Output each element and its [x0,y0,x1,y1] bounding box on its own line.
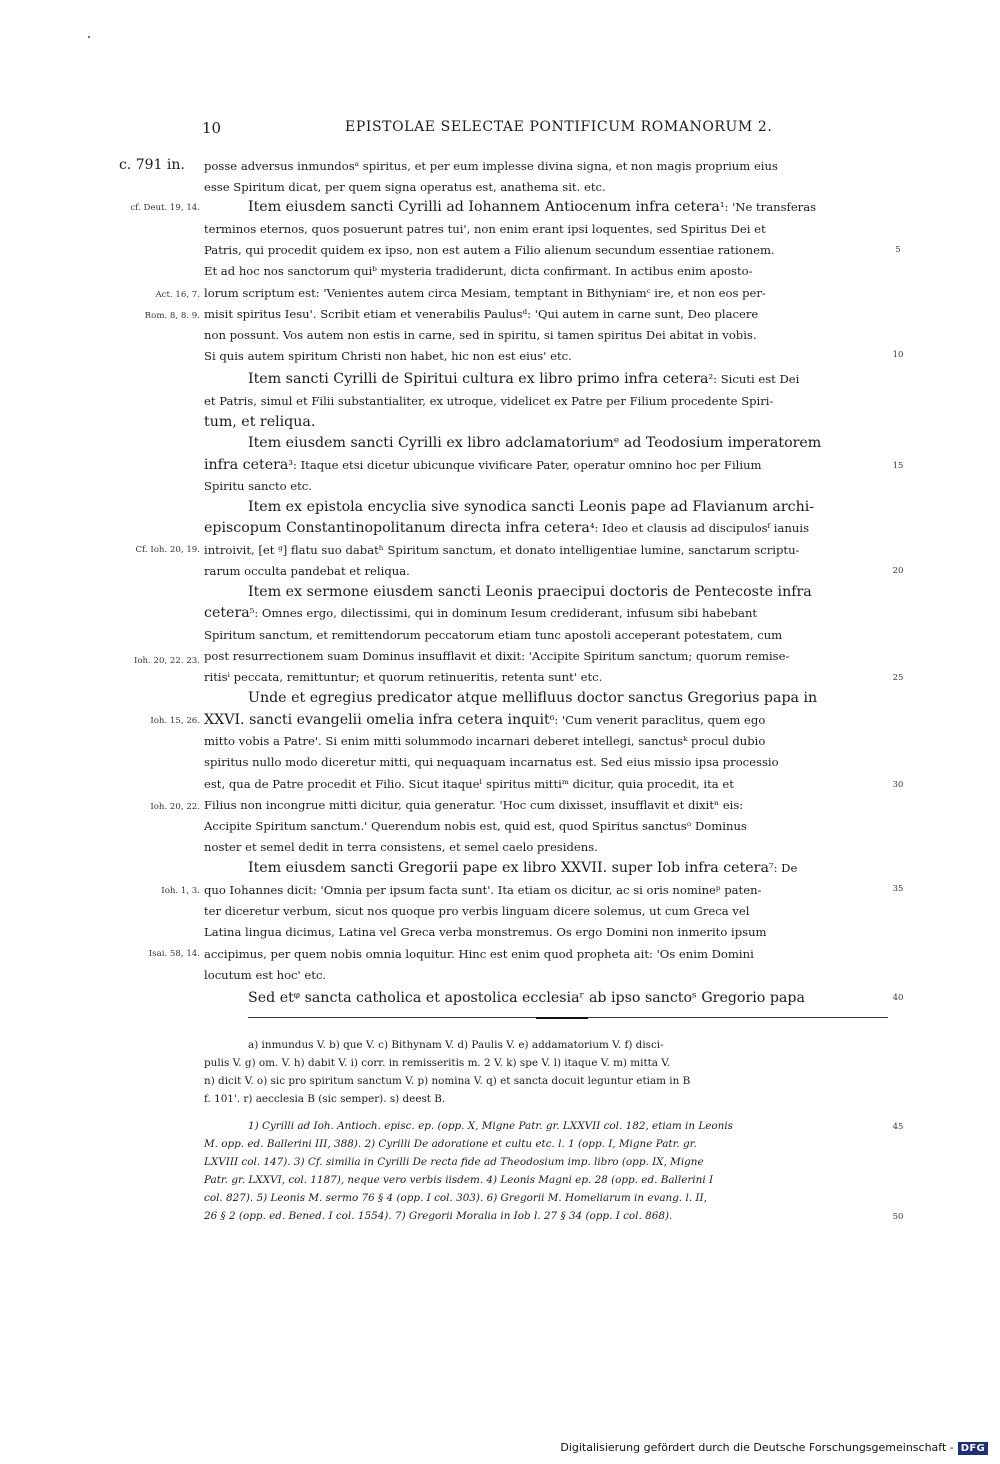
text-line: Filius non incongrue mitti dicitur, quia generatur. 'Hoc cum dixisset, insufflavit et dixitⁿ eis: [204,798,744,812]
text-line: esse Spiritum dicat, per quem signa operatus est, anathema sit. etc. [204,180,606,194]
source-note: Patr. gr. LXXVI, col. 1187), neque vero verbis iisdem. 4) Leonis Magni ep. 28 (opp. ed. Ballerini I [204,1174,714,1186]
apparatus-line: n) dicit V. o) sic pro spiritum sanctum V. p) nomina V. q) et sancta docuit leguntur etiam in B [204,1075,691,1087]
text-line: non possunt. Vos autem non estis in carne, sed in spiritu, si tamen spiritus Dei abitat in vobis. [204,328,757,342]
dfg-logo: DFG [958,1442,988,1455]
text-line: mitto vobis a Patre'. Si enim mitti solummodo incarnari deberet intellegi, sanctusᵏ procul dubio [204,734,766,748]
text-line: locutum est hoc' etc. [204,968,327,982]
line-number: 10 [892,350,904,360]
text-line [248,197,886,217]
source-note: 26 § 2 (opp. ed. Bened. I col. 1554). 7) Gregorii Moralia in Iob l. 27 § 34 (opp. I col. 868). [204,1210,673,1222]
text-line: posse adversus inmundosᵃ spiritus, et per eum implesse divina signa, et non magis proprium eius [204,159,778,173]
running-header [0,119,1000,141]
citation-heading: cetera [204,605,250,621]
citation-heading: Item ex sermone eiusdem sancti Leonis praecipui doctoris de Pentecoste infra [248,584,812,600]
apparatus-line: a) inmundus V. b) que V. c) Bithynam V. d) Paulis V. e) addamatorium V. f) disci- [248,1039,664,1051]
citation-heading: Item eiusdem sancti Gregorii pape ex libro XXVII. super Iob infra cetera [248,860,769,876]
source-note: col. 827). 5) Leonis M. sermo 76 § 4 (opp. I col. 303). 6) Gregorii M. Homeliarum in evang. l. II, [204,1192,707,1204]
running-title: EPISTOLAE SELECTAE PONTIFICUM ROMANORUM 2. [345,119,773,135]
scan-speck [88,36,90,38]
citation-text: ⁶: 'Cum venerit paraclitus, quem ego [549,713,766,727]
margin-ref: Act. 16, 7. [155,290,200,300]
text-line: tum, et reliqua. [204,414,316,430]
text-line: quo Iohannes dicit: 'Omnia per ipsum facta sunt'. Ita etiam os dicitur, ac si oris nomineᵖ paten- [204,883,762,897]
citation-heading: Item eiusdem sancti Cyrilli ad Iohannem Antiocenum infra cetera [248,199,720,215]
text-line: Accipite Spiritum sanctum.' Querendum nobis est, quid est, quod Spiritus sanctusᵒ Dominus [204,819,747,833]
margin-ref: Rom. 8, 8. 9. [144,311,200,321]
text-line: terminos eternos, quos posuerunt patres tui', non enim erant ipsi loquentes, sed Spiritus Dei et [204,222,766,236]
footnote-rule-mark [536,1017,588,1019]
line-number: 35 [892,884,904,894]
margin-ref: Ioh. 15, 26. [150,716,200,726]
margin-ref: Ioh. 1, 3. [161,886,200,896]
text-line: Patris, qui procedit quidem ex ipso, non est autem a Filio alienum secundum essentiae rationem. [204,243,775,257]
citation-heading: episcopum Constantinopolitanum directa infra cetera [204,520,590,536]
text-line [204,518,886,538]
text-line: introivit, [et ᵍ] flatu suo dabatʰ Spiritum sanctum, et donato intelligentiae lumine, sanctarum scriptu- [204,543,800,557]
line-number: 45 [892,1122,904,1132]
text-line: lorum scriptum est: 'Venientes autem circa Mesiam, temptant in Bithyniamᶜ ire, et non eos per- [204,286,766,300]
margin-ref: cf. Deut. 19, 14. [130,203,200,213]
margin-ref: Ioh. 20, 22. 23. [133,656,200,666]
citation-text: ³: Itaque etsi dicetur ubicunque vivificare Pater, operatur omnino hoc per Filium [288,458,762,472]
citation-heading: XXVI. sancti evangelii omelia infra cetera inquit [204,712,550,728]
margin-ref: Isai. 58, 14. [148,949,200,959]
source-note: LXVIII col. 147). 3) Cf. similia in Cyrilli De recta fide ad Theodosium imp. libro (opp. IX, Migne [204,1156,704,1168]
line-number: 5 [895,245,901,255]
citation-text: ²: Sicuti est Dei [708,372,800,386]
citation-heading: infra cetera [204,457,289,473]
margin-ref: Cf. Ioh. 20, 19. [135,545,200,555]
text-line: ritisⁱ peccata, remittuntur; et quorum retinueritis, retenta sunt' etc. [204,670,603,684]
citation-heading: Item sancti Cyrilli de Spiritui cultura ex libro primo infra cetera [248,371,709,387]
text-line: Sed etᵠ sancta catholica et apostolica ecclesiaʳ ab ipso sanctoˢ Gregorio papa [248,990,805,1006]
line-number: 25 [892,673,904,683]
text-line [204,710,886,730]
apparatus-line: pulis V. g) om. V. h) dabit V. i) corr. in remisseritis m. 2 V. k) spe V. l) itaque V. m) mitta V. [204,1057,671,1069]
line-number: 30 [892,780,904,790]
citation-text: ⁷: De [768,861,798,875]
citation-heading: Unde et egregius predicator atque mellifluus doctor sanctus Gregorius papa in [248,690,818,706]
line-number: 20 [892,566,904,576]
line-number: 40 [892,993,904,1003]
text-line: Et ad hoc nos sanctorum quiᵇ mysteria tradiderunt, dicta confirmant. In actibus enim aposto- [204,264,753,278]
source-note: 1) Cyrilli ad Ioh. Antioch. episc. ep. (opp. X, Migne Patr. gr. LXXVII col. 182, etiam in Leonis [248,1120,734,1132]
text-line: et Patris, simul et Filii substantialiter, ex utroque, videlicet ex Patre per Filium procedente Spiri- [204,394,774,408]
source-note: M. opp. ed. Ballerini III, 388). 2) Cyrilli De adoratione et cultu etc. l. 1 (opp. I, Migne Patr. gr. [204,1138,697,1150]
text-line: Spiritum sanctum, et remittendorum peccatorum etiam tunc apostoli acceperant potestatem, cum [204,628,783,642]
citation-heading: Item eiusdem sancti Cyrilli ex libro adclamatoriumᵉ ad Teodosium imperatorem [248,435,822,451]
text-line: Spiritu sancto etc. [204,479,312,493]
text-line: noster et semel dedit in terra consistens, et semel caelo presidens. [204,840,598,854]
text-line: rarum occulta pandebat et reliqua. [204,564,410,578]
text-line: post resurrectionem suam Dominus insufflavit et dixit: 'Accipite Spiritum sanctum; quorum remise- [204,649,790,663]
citation-heading: Item ex epistola encyclia sive synodica sancti Leonis pape ad Flavianum archi- [248,499,815,515]
text-line: accipimus, per quem nobis omnia loquitur. Hinc est enim quod propheta ait: 'Os enim Domini [204,947,754,961]
line-number: 50 [892,1212,904,1222]
text-line: est, qua de Patre procedit et Filio. Sicut itaqueˡ spiritus mittiᵐ dicitur, quia procedit, ita et [204,777,734,791]
apparatus-line: f. 101'. r) aecclesia B (sic semper). s) deest B. [204,1093,446,1105]
citation-text: ⁴: Ideo et clausis ad discipulosᶠ ianuis [589,521,810,535]
citation-text: ¹: 'Ne transferas [719,200,817,214]
text-line: Si quis autem spiritum Christi non habet, hic non est eius' etc. [204,349,572,363]
text-line: misit spiritus Iesu'. Scribit etiam et venerabilis Paulusᵈ: 'Qui autem in carne sunt, Deo placere [204,307,759,321]
text-line [248,369,886,389]
text-line [204,455,886,475]
text-line [248,858,886,878]
line-number: 15 [892,461,904,471]
text-line: spiritus nullo modo diceretur mitti, qui nequaquam incarnatus est. Sed eius missio ipsa processio [204,755,779,769]
text-line: ter diceretur verbum, sicut nos quoque pro verbis linguam dicere solemus, ut cum Greca vel [204,904,750,918]
margin-date: c. 791 in. [119,157,185,173]
margin-ref: Ioh. 20, 22. [150,802,200,812]
text-line [204,603,886,623]
credit-text: Digitalisierung gefördert durch die Deutsche Forschungsgemeinschaft - [560,1441,954,1454]
page-number: 10 [202,119,222,137]
text-line: Latina lingua dicimus, Latina vel Greca verba monstremus. Os ergo Domini non inmerito ipsum [204,925,767,939]
digitization-credit [560,1441,988,1455]
citation-text: ⁵: Omnes ergo, dilectissimi, qui in dominum Iesum crediderant, infusum sibi habebant [249,606,758,620]
